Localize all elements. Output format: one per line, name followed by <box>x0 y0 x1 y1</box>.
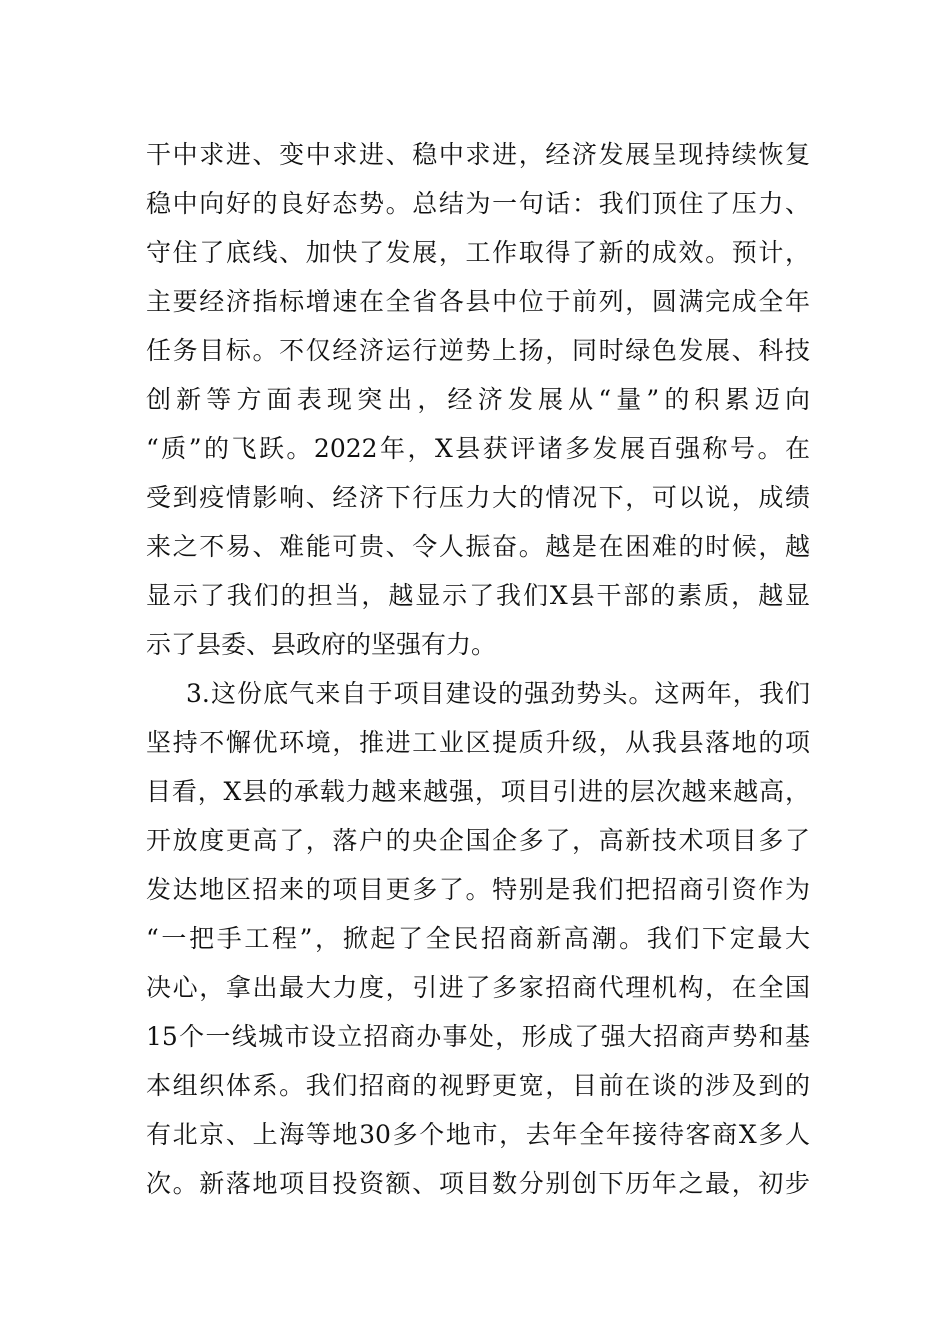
text-line: 目看，X县的承载力越来越强，项目引进的层次越来越高， <box>146 777 810 806</box>
text-line: “质”的飞跃。2022年，X县获评诸多发展百强称号。在 <box>146 434 810 463</box>
text-line: 15个一线城市设立招商办事处，形成了强大招商声势和基 <box>146 1022 810 1051</box>
text-line: 稳中向好的良好态势。总结为一句话：我们顶住了压力、 <box>146 189 810 218</box>
text-line: 主要经济指标增速在全省各县中位于前列，圆满完成全年 <box>146 287 810 316</box>
text-line: 本组织体系。我们招商的视野更宽，目前在谈的涉及到的 <box>146 1071 810 1100</box>
paragraph-last-line: 示了县委、县政府的坚强有力。 <box>146 630 497 659</box>
text-line: “一把手工程”，掀起了全民招商新高潮。我们下定最大 <box>146 924 810 953</box>
text-line: 任务目标。不仅经济运行逆势上扬，同时绿色发展、科技 <box>146 336 810 365</box>
text-line: 发达地区招来的项目更多了。特别是我们把招商引资作为 <box>146 875 810 904</box>
text-line: 开放度更高了，落户的央企国企多了，高新技术项目多了 <box>146 826 810 855</box>
text-line: 有北京、上海等地30多个地市，去年全年接待客商X多人 <box>146 1120 810 1149</box>
paragraph-heading-line: 3.这份底气来自于项目建设的强劲势头。这两年，我们 <box>186 679 810 708</box>
text-line: 来之不易、难能可贵、令人振奋。越是在困难的时候，越 <box>146 532 810 561</box>
text-line: 显示了我们的担当，越显示了我们X县干部的素质，越显 <box>146 581 810 610</box>
text-line: 干中求进、变中求进、稳中求进，经济发展呈现持续恢复 <box>146 140 810 169</box>
text-line: 坚持不懈优环境，推进工业区提质升级，从我县落地的项 <box>146 728 810 757</box>
text-line: 次。新落地项目投资额、项目数分别创下历年之最，初步 <box>146 1169 810 1198</box>
body-text <box>146 130 810 1208</box>
text-line: 受到疫情影响、经济下行压力大的情况下，可以说，成绩 <box>146 483 810 512</box>
text-line: 决心，拿出最大力度，引进了多家招商代理机构，在全国 <box>146 973 810 1002</box>
text-line: 守住了底线、加快了发展，工作取得了新的成效。预计， <box>146 238 810 267</box>
text-line: 创新等方面表现突出，经济发展从“量”的积累迈向 <box>146 385 810 414</box>
